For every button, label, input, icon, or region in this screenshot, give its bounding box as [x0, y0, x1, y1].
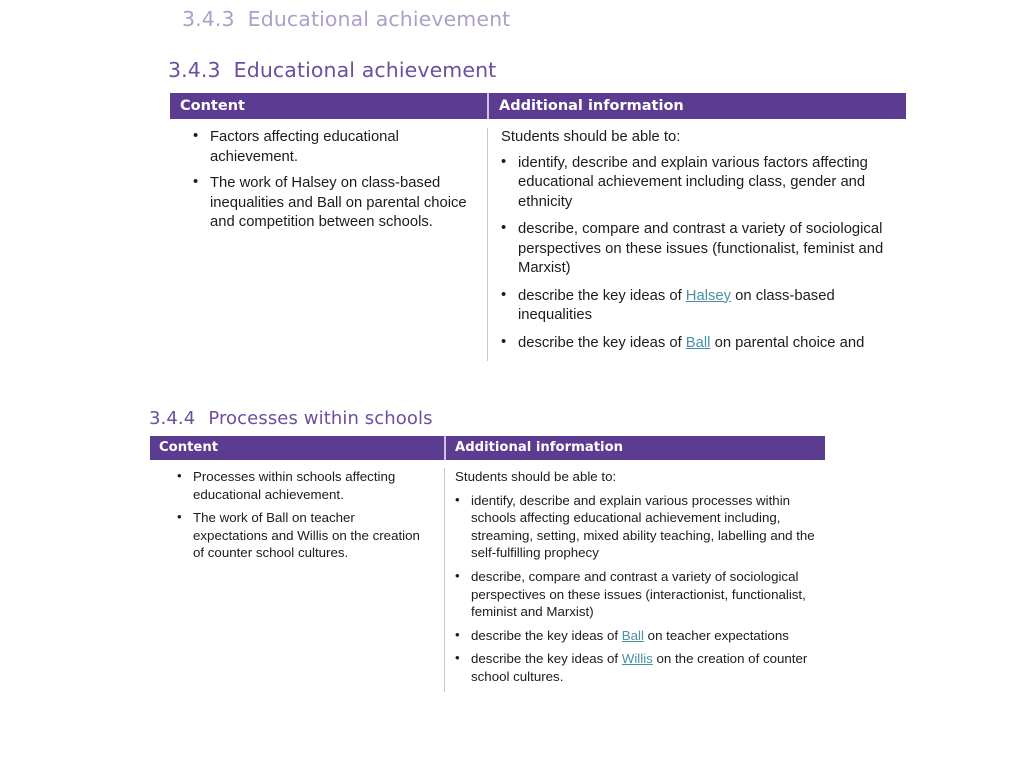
cell-content-344	[150, 468, 444, 692]
bullet-text-before: describe the key ideas of	[518, 334, 686, 351]
list-item: • Processes within schools affecting educational achievement.	[177, 468, 432, 503]
bullet-text-after: on the creation of counter school cultures.	[471, 651, 808, 684]
section-number-343: 3.4.3	[168, 58, 221, 82]
list-item	[455, 568, 817, 621]
column-header-additional-344: Additional information	[455, 440, 624, 455]
reference-link-ball[interactable]: Ball	[621, 627, 644, 643]
ghost-heading-number: 3.4.3	[182, 7, 235, 31]
additional-bullet-list-343	[501, 154, 898, 354]
section-number-344: 3.4.4	[149, 408, 196, 429]
bullet-text-before: describe, compare and contrast a variety of sociological perspectives on these issues (functionalist, feminist and Marxist)	[518, 221, 884, 276]
reference-link-ball[interactable]: Ball	[685, 334, 711, 351]
section-title-343: Educational achievement	[233, 58, 497, 82]
reference-link-willis[interactable]: Willis	[621, 651, 653, 667]
bullet-text-after: on parental choice and	[710, 334, 865, 351]
list-item: • The work of Ball on teacher expectations and Willis on the creation of counter school cultures.	[177, 509, 432, 562]
list-item	[501, 287, 898, 326]
column-header-content-344: Content	[159, 440, 219, 455]
list-item: • The work of Halsey on class-based inequalities and Ball on parental choice and competition between schools.	[193, 174, 473, 233]
spec-table-343	[170, 93, 906, 351]
content-bullet-list-343	[193, 128, 473, 233]
table-body-row-344	[150, 460, 825, 692]
list-item: • Factors affecting educational achievement.	[193, 128, 473, 167]
section-title-344: Processes within schools	[208, 408, 433, 429]
additional-intro-343: Students should be able to:	[501, 129, 681, 145]
list-item	[501, 154, 898, 213]
column-header-content-343: Content	[180, 98, 245, 114]
bullet-text-before: identify, describe and explain various processes within schools affecting educational achievement including, streaming, setting, mixed ability teaching, labelling and the self-fulfilling prophecy	[471, 492, 815, 561]
section-heading-344	[149, 408, 433, 429]
bullet-text-after: on class-based inequalities	[518, 287, 835, 323]
cell-additional-344	[445, 468, 825, 692]
content-bullet-list-344	[177, 468, 432, 562]
table-header-row-343	[170, 93, 906, 119]
cell-content-343	[170, 128, 487, 361]
list-item	[501, 220, 898, 279]
section-heading-343	[168, 58, 496, 82]
table-body-row-343	[170, 119, 906, 361]
additional-bullet-list-344	[455, 492, 817, 686]
additional-intro-344: Students should be able to:	[455, 469, 617, 484]
bullet-text-after: on teacher expectations	[643, 627, 789, 643]
spec-table-344	[150, 436, 825, 682]
bullet-text-before: describe the key ideas of	[471, 651, 622, 667]
list-item	[501, 334, 898, 354]
reference-link-halsey[interactable]: Halsey	[685, 287, 732, 304]
bullet-text-before: describe the key ideas of	[518, 287, 686, 304]
bullet-text-before: identify, describe and explain various factors affecting educational achievement including class, gender and ethnicity	[518, 154, 868, 210]
bullet-text-before: describe, compare and contrast a variety of sociological perspectives on these issues (interactionist, functionalist, feminist and Marxist)	[471, 568, 806, 620]
cell-additional-343	[488, 128, 906, 361]
ghost-heading-clipped	[182, 7, 542, 60]
list-item	[455, 650, 817, 685]
column-header-additional-343: Additional information	[499, 98, 684, 114]
list-item	[455, 492, 817, 562]
ghost-heading-title: Educational achievement	[247, 7, 511, 31]
list-item	[455, 627, 817, 645]
table-header-row-344	[150, 436, 825, 460]
bullet-text-before: describe the key ideas of	[471, 627, 622, 643]
